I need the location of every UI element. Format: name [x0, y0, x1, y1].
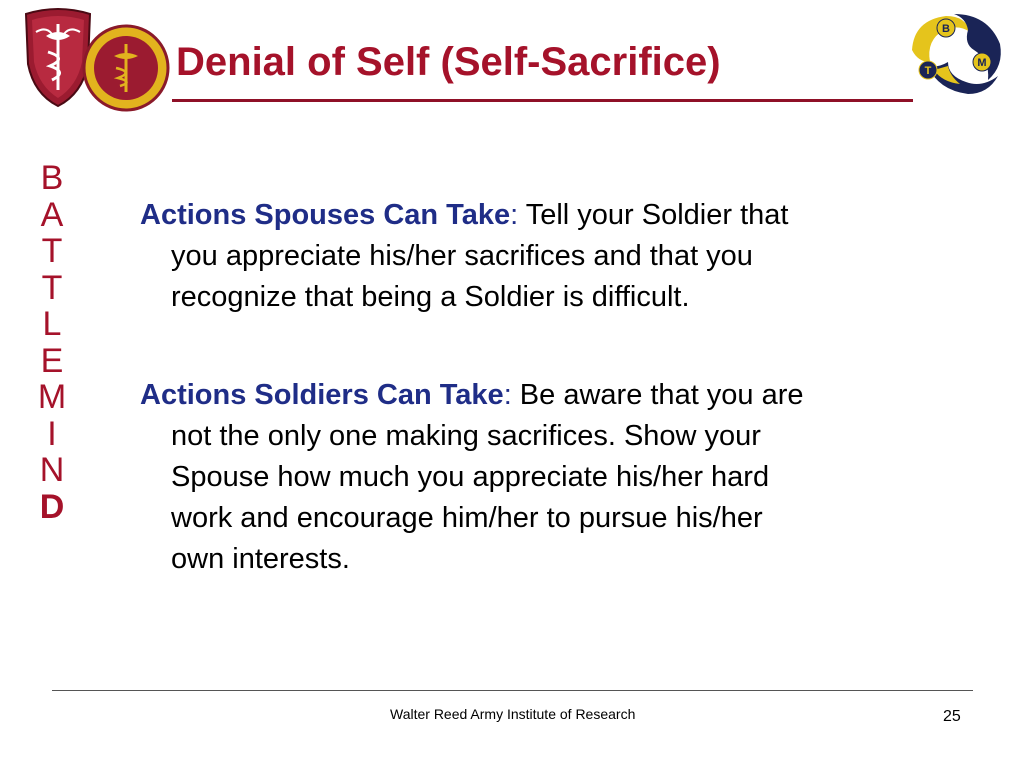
spouses-actions-paragraph	[140, 195, 940, 318]
battlemind-btm-logo	[908, 10, 1004, 100]
paragraph-line: recognize that being a Soldier is difficult.	[171, 281, 690, 313]
paragraph-line: work and encourage him/her to pursue his/her	[171, 502, 763, 534]
paragraph-line: Spouse how much you appreciate his/her hard	[171, 461, 770, 493]
side-letter: N	[39, 451, 65, 489]
footer-institution: Walter Reed Army Institute of Research	[390, 706, 636, 722]
paragraph-line: you appreciate his/her sacrifices and that you	[171, 240, 753, 272]
side-letter: E	[40, 341, 64, 380]
slide-title: Denial of Self (Self-Sacrifice)	[176, 40, 721, 84]
paragraph-line: own interests.	[171, 543, 350, 575]
svg-text:B: B	[942, 23, 950, 35]
side-letter: B	[40, 159, 64, 197]
side-letter: T	[41, 232, 63, 270]
side-letter: I	[47, 414, 57, 453]
svg-text:M: M	[977, 57, 987, 69]
paragraph-line: not the only one making sacrifices. Show your	[171, 420, 761, 452]
footer-divider	[52, 690, 973, 691]
paragraph-first-line: Actions Spouses Can Take: Tell your Soldier that	[140, 199, 789, 231]
soldiers-actions-paragraph	[140, 375, 940, 580]
svg-text:T: T	[924, 65, 932, 77]
soldiers-actions-heading: Actions Soldiers Can Take	[140, 379, 504, 411]
side-letter: T	[41, 268, 63, 307]
side-letter: L	[42, 305, 62, 343]
spouses-actions-heading: Actions Spouses Can Take	[140, 199, 511, 231]
side-letter: A	[40, 195, 64, 234]
title-underline	[172, 99, 913, 102]
unit-emblems-logo	[22, 6, 172, 112]
battlemind-vertical-text	[22, 160, 82, 525]
side-letter: M	[37, 378, 67, 416]
paragraph-first-line: Actions Soldiers Can Take: Be aware that you are	[140, 379, 804, 411]
page-number: 25	[943, 708, 961, 725]
side-letter: D	[39, 487, 65, 526]
